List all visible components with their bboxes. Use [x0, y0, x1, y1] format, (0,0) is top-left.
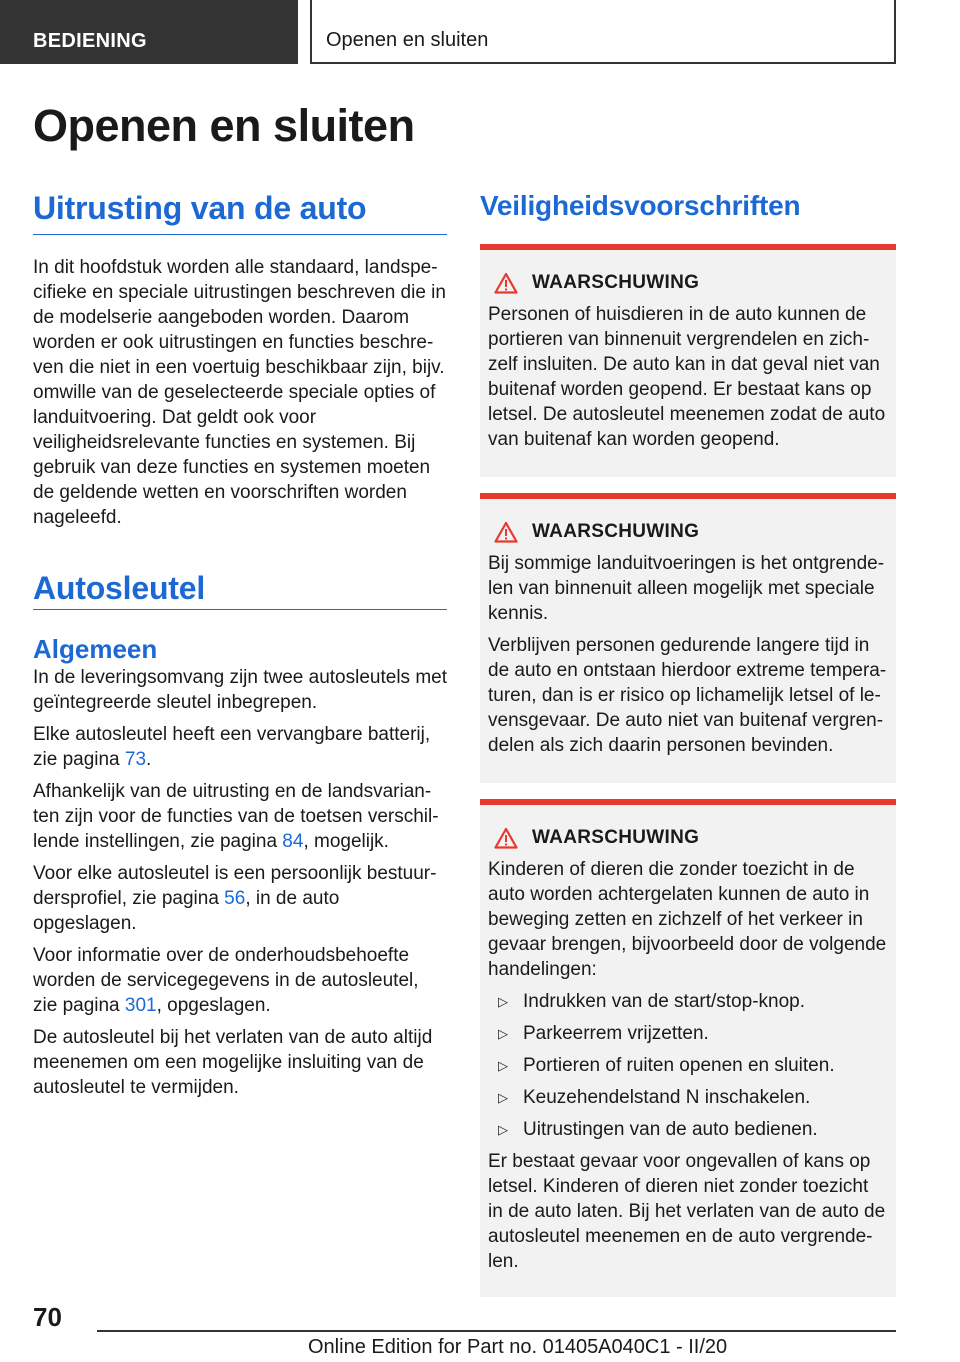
- warning-2-text-1: Bij sommige landuitvoeringen is het ontgrendelen van binnenuit alleen mogelijk met speciale kennis.: [488, 553, 885, 624]
- list-item-text: Keuzehendelstand N inschakelen.: [523, 1087, 811, 1108]
- paragraph-take-key: De autosleutel bij het verlaten van de auto altijd meenemen om een mogelijke insluiting van de autosleutel te vermijden.: [33, 1027, 433, 1098]
- paragraph-battery-end: .: [146, 749, 152, 770]
- warning-3-text-2: Er bestaat gevaar voor ongevallen of kans op letsel. Kinderen of dieren niet zonder toezicht in de auto laten. Bij het verlaten van de auto de autosleutel meenemen en de auto vergrendelen.: [488, 1151, 886, 1272]
- heading-general: Algemeen: [33, 634, 158, 664]
- list-item-text: Indrukken van de start/stop-knop.: [523, 991, 805, 1012]
- triangle-right-icon: ▷: [498, 1122, 508, 1137]
- paragraph-driver-profile-end: , in de auto opgeslagen.: [33, 888, 340, 934]
- right-column: [480, 190, 896, 1297]
- list-item: [488, 1053, 888, 1078]
- warning-triangle-icon: [494, 521, 518, 543]
- list-item-text: Parkeerrem vrijzetten.: [523, 1023, 709, 1044]
- page-number: 70: [33, 1302, 62, 1332]
- footer-edition: Online Edition for Part no. 01405A040C1 - II/20: [308, 1336, 728, 1358]
- paragraph-driver-profile: [33, 861, 447, 936]
- triangle-right-icon: ▷: [498, 1090, 508, 1105]
- warning-label: WAARSCHUWING: [532, 272, 700, 293]
- warning-box-3: [480, 799, 896, 1297]
- warning-triangle-icon: [494, 827, 518, 849]
- header-chapter-box: [310, 0, 896, 64]
- footer-divider: [97, 1330, 896, 1332]
- warning-1-text: Personen of huisdieren in de auto kunnen de portieren van binnenuit vergrendelen en zichzelf insluiten. De auto kan in dat geval niet van buitenaf worden geopend. Er bestaat kans op letsel. De autosleutel meenemen zodat de auto van buitenaf kan worden geopend.: [488, 304, 886, 450]
- page-link-56[interactable]: 56: [224, 888, 246, 909]
- heading-equipment: Uitrusting van de auto: [33, 190, 447, 235]
- paragraph-button-settings-text: Afhankelijk van de uitrusting en de landsvarianten zijn voor de functies van de toetsen verschillende instellingen, zie pagina: [33, 781, 439, 852]
- paragraph-service-data-end: , opgeslagen.: [156, 995, 271, 1016]
- warning-box-2: [480, 493, 896, 783]
- header-chapter-label: Openen en sluiten: [326, 29, 489, 51]
- page-title: Openen en sluiten: [33, 100, 415, 151]
- paragraph-driver-profile-text: Voor elke autosleutel is een persoonlijk bestuurdersprofiel, zie pagina: [33, 863, 437, 909]
- left-column: [33, 190, 447, 1100]
- paragraph-button-settings-end: , mogelijk.: [303, 831, 389, 852]
- warning-header: [488, 521, 888, 543]
- paragraph-service-data-text: Voor informatie over de onderhoudsbehoefte worden de servicegegevens in de autosleutel, zie pagina: [33, 945, 419, 1016]
- list-item: [488, 1117, 888, 1142]
- header-section-tab: [0, 0, 298, 64]
- warning-3-list: [488, 989, 888, 1142]
- paragraph-button-settings: [33, 779, 447, 854]
- header-section-label: BEDIENING: [33, 30, 147, 52]
- triangle-right-icon: ▷: [498, 1058, 508, 1073]
- warning-label: WAARSCHUWING: [532, 827, 700, 848]
- warning-header: [488, 827, 888, 849]
- warning-triangle-icon: [494, 272, 518, 294]
- paragraph-equipment: In dit hoofdstuk worden alle standaard, landspecifieke en speciale uitrustingen beschreven die in de modelserie aangeboden worden. Daarom worden er ook uitrustingen en functies beschreven die niet in een voertuig beschikbaar zijn, bijv. omwille van de geselecteerde speciale opties of landuitvoering. Dat geldt ook voor veiligheidsrelevante functies en systemen. Bij gebruik van deze functies en systemen moeten de geldende wetten en voorschriften worden nageleefd.: [33, 257, 446, 528]
- paragraph-battery: [33, 722, 447, 772]
- list-item: [488, 1021, 888, 1046]
- page-link-84[interactable]: 84: [282, 831, 304, 852]
- page-link-73[interactable]: 73: [124, 749, 147, 770]
- warning-label: WAARSCHUWING: [532, 521, 700, 542]
- page-link-301[interactable]: 301: [124, 995, 157, 1016]
- paragraph-key-scope: In de leveringsomvang zijn twee autosleutels met geïntegreerde sleutel inbegrepen.: [33, 667, 448, 713]
- warning-box-1: [480, 244, 896, 477]
- list-item-text: Uitrustingen van de auto bedienen.: [523, 1119, 818, 1140]
- warning-header: [488, 272, 888, 294]
- list-item: [488, 1085, 888, 1110]
- paragraph-service-data: [33, 943, 447, 1018]
- triangle-right-icon: ▷: [498, 994, 508, 1009]
- warning-3-text-1: Kinderen of dieren die zonder toezicht in de auto worden achtergelaten kunnen de auto in beweging zetten en zichzelf of het verkeer in gevaar brengen, bijvoorbeeld door de volgende handelingen:: [488, 859, 887, 980]
- list-item: [488, 989, 888, 1014]
- triangle-right-icon: ▷: [498, 1026, 508, 1041]
- heading-safety: Veiligheidsvoorschriften: [480, 190, 801, 221]
- list-item-text: Portieren of ruiten openen en sluiten.: [523, 1055, 835, 1076]
- paragraph-battery-text: Elke autosleutel heeft een vervangbare batterij, zie pagina: [33, 724, 431, 770]
- heading-car-key: Autosleutel: [33, 570, 447, 610]
- warning-2-text-2: Verblijven personen gedurende langere tijd in de auto en ontstaan hierdoor extreme temperaturen, dan is er risico op lichamelijk letsel of levensgevaar. De auto niet van buitenaf vergrendelen als zich daarin personen bevinden.: [488, 635, 887, 756]
